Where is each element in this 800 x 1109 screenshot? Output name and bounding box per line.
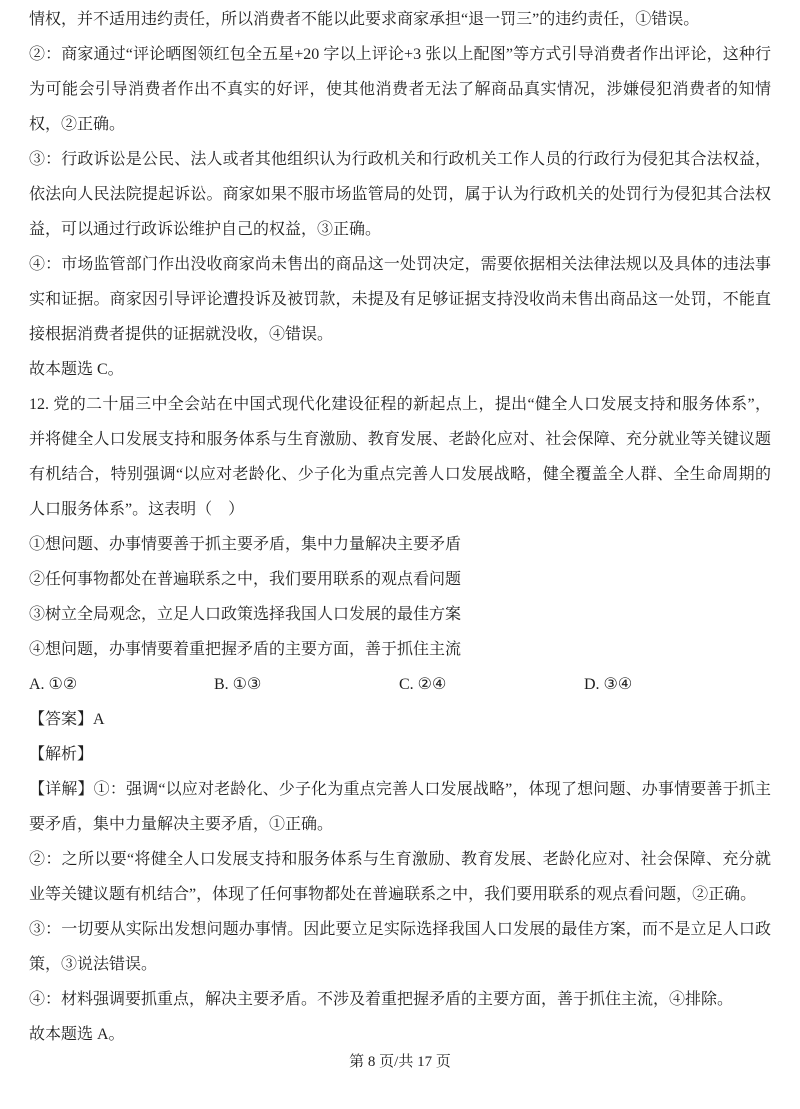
- question-12-detail-point1: 【详解】①：强调“以应对老龄化、少子化为重点完善人口发展战略”，体现了想问题、办事情要善于抓主要矛盾，集中力量解决主要矛盾，①正确。: [29, 781, 771, 833]
- page-number-footer: 第 8 页/共 17 页: [349, 1054, 451, 1070]
- q11-explanation-point2: ②：商家通过“评论晒图领红包全五星+20 字以上评论+3 张以上配图”等方式引导消费者作出评论，这种行为可能会引导消费者作出不真实的好评，使其他消费者无法了解商品真实情况，涉嫌侵犯消费者的知情权，②正确。: [29, 46, 771, 133]
- q11-explanation-point3: ③：行政诉讼是公民、法人或者其他组织认为行政机关和行政机关工作人员的行政行为侵犯其合法权益，依法向人民法院提起诉讼。商家如果不服市场监管局的处罚，属于认为行政机关的处罚行为侵犯其合法权益，可以通过行政诉讼维护自己的权益，③正确。: [29, 151, 771, 238]
- question-12-detail-point3: ③：一切要从实际出发想问题办事情。因此要立足实际选择我国人口发展的最佳方案，而不是立足人口政策，③说法错误。: [29, 921, 771, 973]
- question-12-detail-point2: ②：之所以要“将健全人口发展支持和服务体系与生育激励、教育发展、老龄化应对、社会保障、充分就业等关键议题有机结合”，体现了任何事物都处在普遍联系之中，我们要用联系的观点看问题，②正确。: [29, 851, 771, 903]
- question-12-statement-1: ①想问题、办事情要善于抓主要矛盾，集中力量解决主要矛盾: [29, 536, 462, 553]
- option-b: B. ①③: [214, 676, 262, 693]
- option-d: D. ③④: [584, 676, 633, 693]
- q11-conclusion: 故本题选 C。: [29, 361, 124, 378]
- question-12-options-row: [29, 667, 771, 702]
- q11-explanation-continuation: 情权，并不适用违约责任，所以消费者不能以此要求商家承担“退一罚三”的违约责任，①错误。: [29, 11, 700, 28]
- option-a: A. ①②: [29, 676, 78, 693]
- question-12-conclusion: 故本题选 A。: [29, 1026, 125, 1043]
- question-12-detail-point4: ④：材料强调要抓重点，解决主要矛盾。不涉及着重把握矛盾的主要方面，善于抓住主流，④排除。: [29, 991, 734, 1008]
- question-12-statement-2: ②任何事物都处在普遍联系之中，我们要用联系的观点看问题: [29, 571, 462, 588]
- question-12-stem: 12. 党的二十届三中全会站在中国式现代化建设征程的新起点上，提出“健全人口发展支持和服务体系”，并将健全人口发展支持和服务体系与生育激励、教育发展、老龄化应对、社会保障、充分就业等关键议题有机结合，特别强调“以应对老龄化、少子化为重点完善人口发展战略，健全覆盖全人群、全生命周期的人口服务体系”。这表明（ ）: [29, 396, 771, 518]
- question-12-statement-4: ④想问题，办事情要着重把握矛盾的主要方面，善于抓住主流: [29, 641, 462, 658]
- q11-explanation-point4: ④：市场监管部门作出没收商家尚未售出的商品这一处罚决定，需要依据相关法律法规以及具体的违法事实和证据。商家因引导评论遭投诉及被罚款，未提及有足够证据支持没收尚未售出商品这一处罚，不能直接根据消费者提供的证据就没收，④错误。: [29, 256, 771, 343]
- question-12-answer: 【答案】A: [29, 711, 105, 728]
- question-12-analysis-heading: 【解析】: [29, 746, 94, 763]
- question-12-statement-3: ③树立全局观念，立足人口政策选择我国人口发展的最佳方案: [29, 606, 462, 623]
- option-c: C. ②④: [399, 676, 447, 693]
